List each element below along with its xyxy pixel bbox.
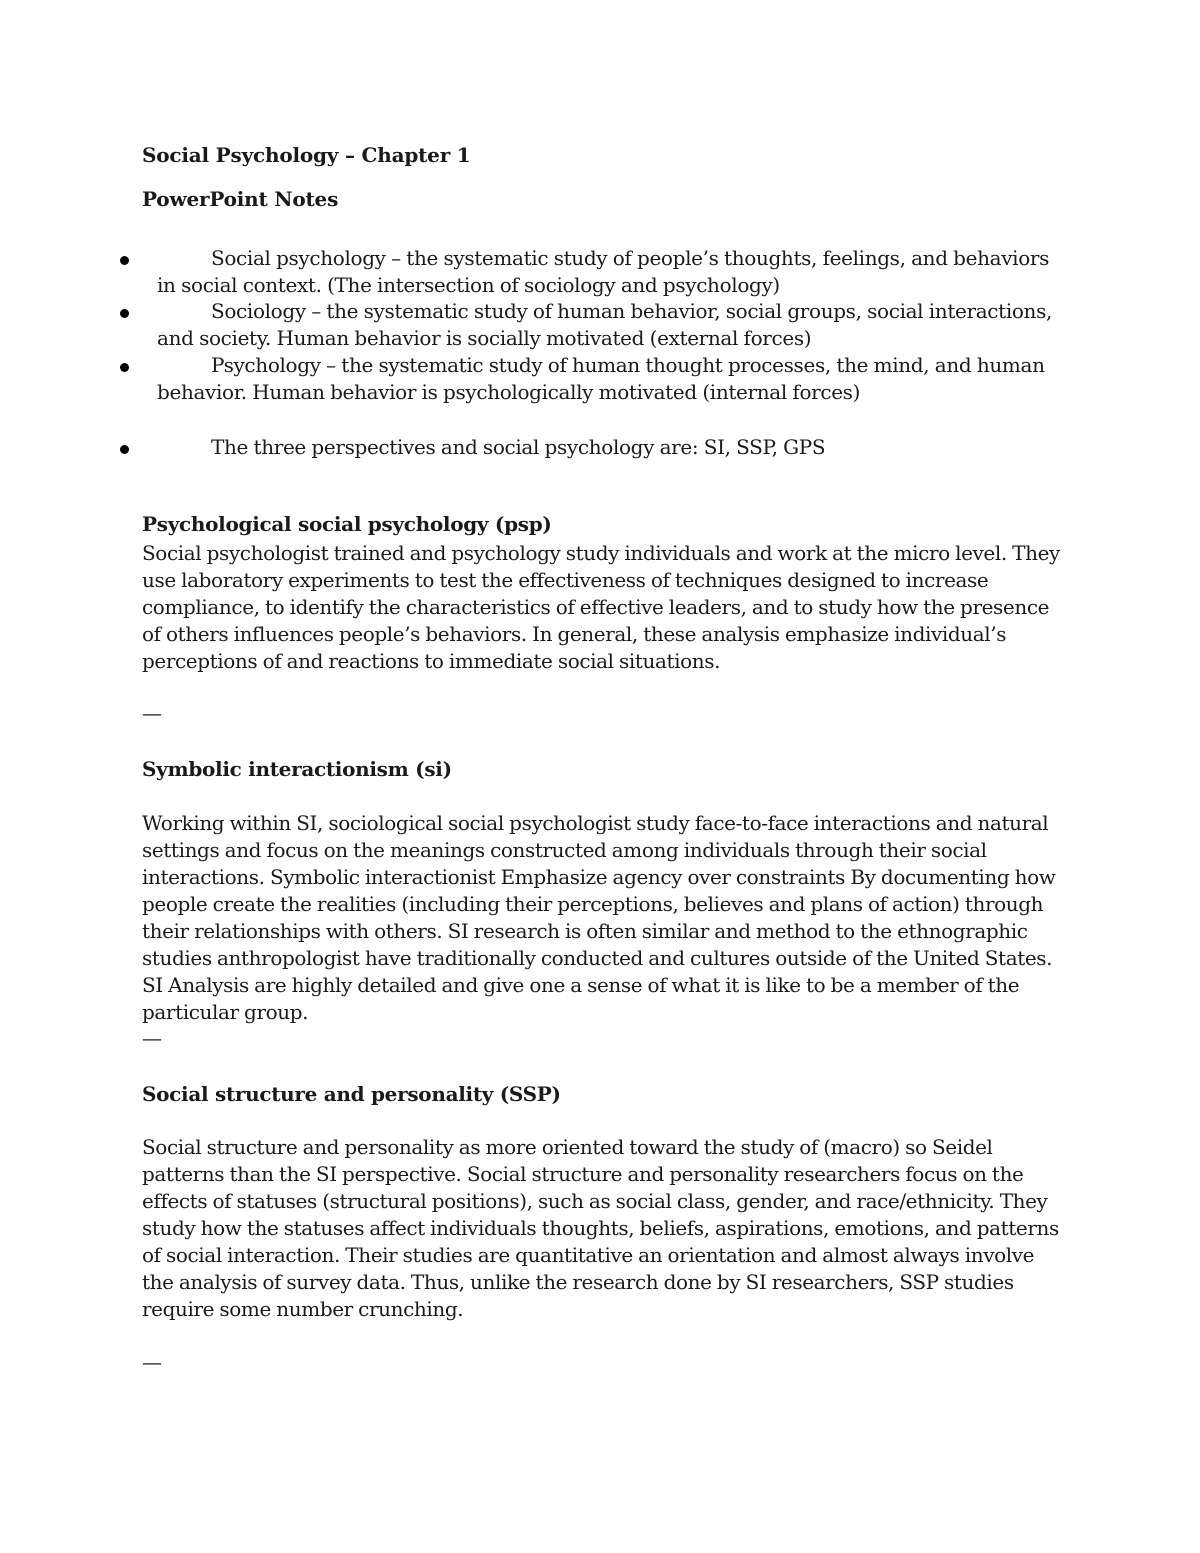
section-separator: — — [142, 701, 162, 725]
list-item-text: Sociology – the systematic study of human behavior, social groups, social interactions, and society. Human behavior is socially motivated (external forces) — [157, 299, 1053, 350]
section-body-ssp: Social structure and personality as more oriented toward the study of (macro) so Seidel patterns than the SI perspective. Social structure and personality researchers focus on the effects of statuses (structural positions), such as social class, gender, and race/ethnicity. They study how the statuses affect individuals thoughts, beliefs, aspirations, emotions, and patterns of social interaction. Their studies are quantitative an orientation and almost always involve the analysis of survey data. Thus, unlike the research done by SI researchers, SSP studies require some number crunching. — [142, 1135, 1059, 1321]
section-heading-si: Symbolic interactionism (si) — [142, 757, 452, 781]
bullet-icon — [120, 363, 129, 372]
section-body-si: Working within SI, sociological social psychologist study face-to-face interactions and natural settings and focus on the meanings constructed among individuals through their social interactions. Symbolic interactionist Emphasize agency over constraints By documenting how people create the realities (including their perceptions, believes and plans of action) through their relationships with others. SI research is often similar and method to the ethnographic studies anthropologist have traditionally conducted and cultures outside of the United States. SI Analysis are highly detailed and give one a sense of what it is like to be a member of the particular group. — [142, 811, 1056, 1024]
section-separator: — — [142, 1350, 162, 1374]
document-subtitle: PowerPoint Notes — [142, 187, 339, 211]
section-body-psp: Social psychologist trained and psychology study individuals and work at the micro level. They use laboratory experiments to test the effectiveness of techniques designed to increase compliance, to identify the characteristics of effective leaders, and to study how the presence of others influences people’s behaviors. In general, these analysis emphasize individual’s perceptions of and reactions to immediate social situations. — [142, 541, 1060, 673]
section-heading-psp: Psychological social psychology (psp) — [142, 512, 552, 536]
bullet-icon — [120, 309, 129, 318]
bullet-icon — [120, 445, 129, 454]
section-separator: — — [142, 1026, 162, 1050]
document-title: Social Psychology – Chapter 1 — [142, 143, 471, 167]
section-heading-ssp: Social structure and personality (SSP) — [142, 1082, 561, 1106]
bullet-icon — [120, 256, 129, 265]
list-item-text: Social psychology – the systematic study of people’s thoughts, feelings, and behaviors in social context. (The intersection of sociology and psychology) — [157, 246, 1050, 297]
list-item-text: The three perspectives and social psychology are: SI, SSP, GPS — [211, 435, 826, 459]
list-item-text: Psychology – the systematic study of human thought processes, the mind, and human behavior. Human behavior is psychologically motivated (internal forces) — [157, 353, 1045, 404]
